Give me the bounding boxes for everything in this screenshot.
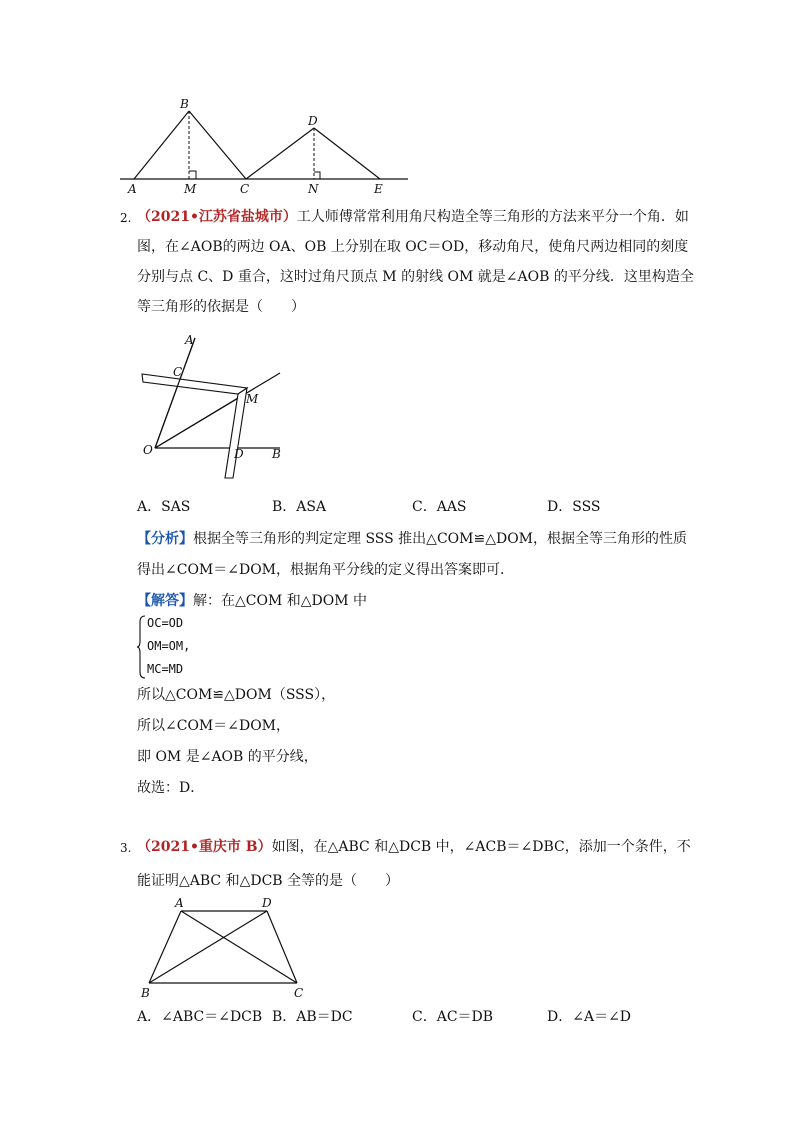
fig2-label-B: B <box>272 447 281 461</box>
square-arm-C <box>142 374 247 394</box>
figure-triangles-ABC-CDE <box>110 95 420 200</box>
system-eq-3: MC=MD <box>147 662 184 676</box>
q2-number: 2. <box>120 211 132 225</box>
fig3-label-D: D <box>262 896 272 910</box>
fig2-label-D: D <box>234 447 244 461</box>
q2-solution-4: 故选：D． <box>137 780 205 796</box>
figure-angle-bisector-square <box>135 330 295 480</box>
q2-line-3: 分别与点 C、D 重合，这时过角尺顶点 M 的射线 OM 就是∠AOB 的平分线．这里构造全 <box>137 269 694 285</box>
q3-text-1: 如图，在△ABC 和△DCB 中，∠ACB＝∠DBC，添加一个条件，不 <box>271 839 691 855</box>
q3-option-b: B．AB＝DC <box>272 1009 353 1025</box>
analysis-text-1: 根据全等三角形的判定定理 SSS 推出△COM≌△DOM，根据全等三角形的性质 <box>193 531 688 547</box>
q2-solution-2: 所以∠COM＝∠DOM， <box>137 718 291 734</box>
fig2-label-C: C <box>173 365 183 379</box>
q3-line-1 <box>137 838 691 856</box>
q2-option-b: B．ASA <box>272 499 327 515</box>
square-arm-D <box>225 388 247 478</box>
q2-option-c: C．AAS <box>412 499 467 515</box>
fig2-label-A: A <box>185 333 194 347</box>
q2-solution-3: 即 OM 是∠AOB 的平分线， <box>137 749 318 765</box>
q3-line-2: 能证明△ABC 和△DCB 全等的是（ ） <box>137 873 400 889</box>
q2-text-1: 工人师傅常常利用角尺构造全等三角形的方法来平分一个角．如 <box>296 209 689 225</box>
q2-solution-line <box>137 592 367 610</box>
fig2-label-O: O <box>143 443 153 457</box>
ray-OM-over <box>155 398 238 448</box>
q2-line-4: 等三角形的依据是（ ） <box>137 299 305 315</box>
figure-quadrilateral-ABCD <box>135 895 320 1003</box>
q2-line-1 <box>137 208 689 226</box>
label-M: M <box>184 182 197 196</box>
q3-option-c: C．AC＝DB <box>412 1009 494 1025</box>
system-eq-1: OC=OD <box>147 616 184 630</box>
segment-CD <box>246 128 314 179</box>
label-E: E <box>374 182 383 196</box>
label-N: N <box>308 182 319 196</box>
segment-DB <box>149 911 267 983</box>
q2-line-2: 图，在∠AOB的两边 OA、OB 上分别在取 OC＝OD，移动角尺，使角尺两边相同的刻度 <box>137 239 689 255</box>
label-D: D <box>308 114 318 128</box>
segment-BC <box>189 111 246 179</box>
fig2-label-M: M <box>246 392 259 406</box>
right-angle-mark-N <box>314 172 320 179</box>
segment-AC <box>181 911 297 983</box>
solution-tag: 【解答】 <box>137 593 193 609</box>
system-brace <box>137 614 147 680</box>
label-A: A <box>128 182 137 196</box>
q2-analysis-line-2: 得出∠COM＝∠DOM，根据角平分线的定义得出答案即可． <box>137 562 515 578</box>
q3-source: （2021•重庆市 B） <box>137 839 272 855</box>
q2-option-a: A．SAS <box>137 499 191 515</box>
q3-option-d: D．∠A＝∠D <box>547 1009 632 1025</box>
q2-source: （2021•江苏省盐城市） <box>137 209 297 225</box>
q2-option-d: D．SSS <box>547 499 601 515</box>
fig3-label-B: B <box>141 986 150 1000</box>
fig3-label-C: C <box>294 986 304 1000</box>
label-C: C <box>240 182 250 196</box>
segment-AB <box>149 911 181 983</box>
q3-option-a: A．∠ABC＝∠DCB <box>137 1009 263 1025</box>
right-angle-mark-M <box>189 171 196 179</box>
analysis-tag: 【分析】 <box>137 531 193 547</box>
fig3-label-A: A <box>175 896 184 910</box>
q3-number: 3. <box>120 841 132 855</box>
q2-analysis-line-1 <box>137 530 687 548</box>
segment-AB <box>134 111 189 179</box>
label-B: B <box>180 97 189 111</box>
q2-solution-1: 所以△COM≌△DOM（SSS）， <box>137 687 336 703</box>
segment-DC <box>267 911 297 983</box>
system-eq-2: OM=OM, <box>147 639 191 653</box>
solution-intro: 解：在△COM 和△DOM 中 <box>193 593 367 609</box>
segment-DE <box>314 128 380 179</box>
ray-OA-over <box>155 338 195 448</box>
